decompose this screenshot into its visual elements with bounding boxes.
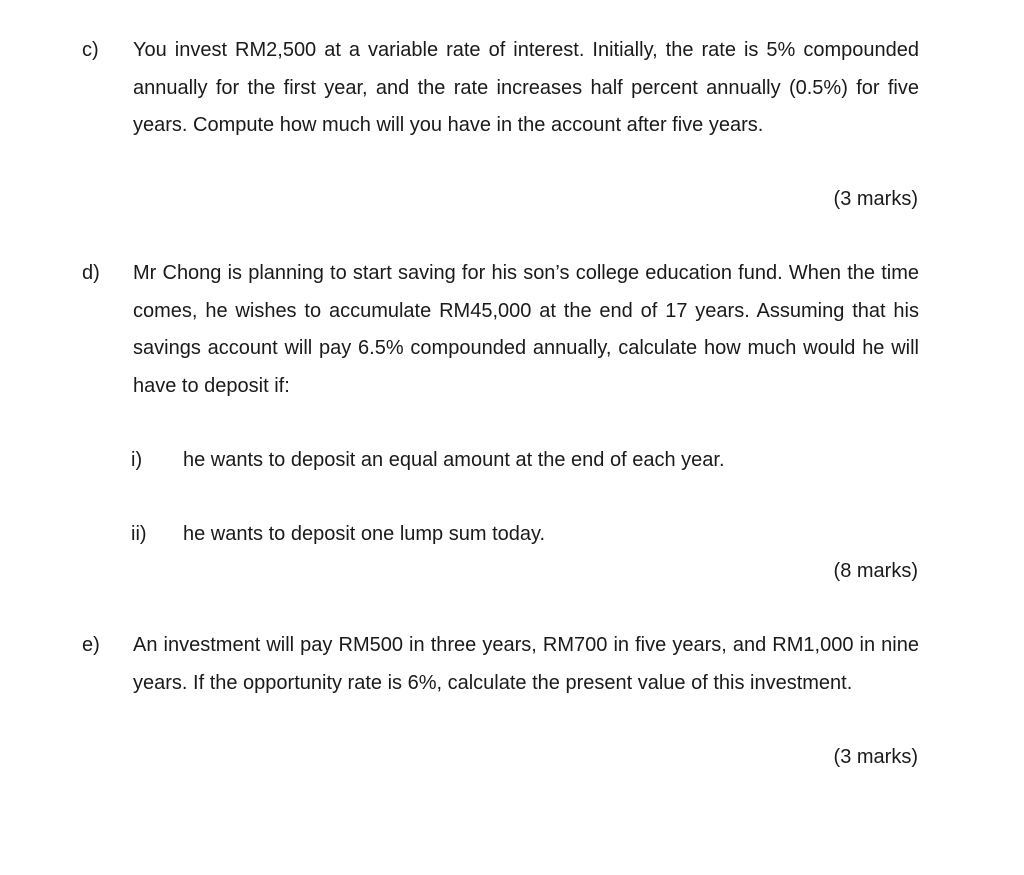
- question-e-label: e): [82, 634, 100, 656]
- question-d-subitem-i-label: i): [131, 449, 143, 471]
- question-d-subitem-ii-label: ii): [131, 523, 147, 545]
- question-d-subitem-ii-text: he wants to deposit one lump sum today.: [183, 523, 546, 545]
- question-e-text: An investment will pay RM500 in three years, RM700 in five years, and RM1,000 in nine years. If the opportunity rate is 6%, calculate the present value of this investment.: [133, 634, 919, 694]
- question-c-text: You invest RM2,500 at a variable rate of interest. Initially, the rate is 5% compounded annually for the first year, and the rate increases half percent annually (0.5%) for five years. Compute how much will you have in the account after five years.: [133, 39, 919, 136]
- question-d-marks: (8 marks): [833, 560, 918, 582]
- question-e-marks: (3 marks): [833, 746, 918, 768]
- question-d-subitem-i-text: he wants to deposit an equal amount at the end of each year.: [183, 449, 725, 471]
- question-c-label: c): [82, 39, 99, 61]
- question-c-marks: (3 marks): [833, 188, 918, 210]
- question-d-text: Mr Chong is planning to start saving for his son’s college education fund. When the time comes, he wishes to accumulate RM45,000 at the end of 17 years. Assuming that his savings account will pay 6.5% compounded annually, calculate how much would he will have to deposit if:: [133, 262, 919, 397]
- question-d-label: d): [82, 262, 100, 284]
